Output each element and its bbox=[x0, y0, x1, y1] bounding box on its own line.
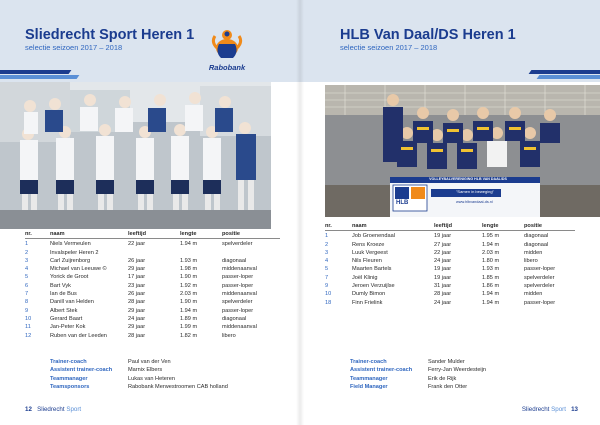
player-name: Rens Kroeze bbox=[352, 241, 385, 248]
staff-name: Marnix Elbers bbox=[128, 367, 163, 374]
player-age: 19 jaar bbox=[434, 274, 452, 281]
table-row bbox=[25, 290, 280, 298]
page-number: 12 bbox=[25, 406, 32, 413]
table-row bbox=[25, 240, 280, 248]
col-length: lengte bbox=[180, 231, 197, 237]
staff-row bbox=[350, 358, 486, 366]
player-number: 7 bbox=[325, 274, 329, 281]
player-name: Joël Klinig bbox=[352, 274, 378, 281]
player-age: 24 jaar bbox=[128, 315, 146, 322]
page-title: Sliedrecht Sport Heren 1 bbox=[25, 27, 195, 43]
rabobank-logo bbox=[205, 22, 249, 74]
table-row bbox=[325, 282, 575, 290]
player-number: 1 bbox=[325, 233, 329, 240]
player-length: 1.93 m bbox=[180, 257, 198, 264]
player-name: Job Groenendaal bbox=[352, 233, 395, 240]
player-length: 1.95 m bbox=[482, 233, 500, 240]
player-position: passer-loper bbox=[222, 307, 254, 314]
team-photo bbox=[325, 85, 600, 217]
player-position: diagonaal bbox=[222, 257, 247, 264]
staff-name: Frank den Otter bbox=[428, 383, 468, 390]
player-age: 24 jaar bbox=[434, 258, 452, 265]
player-number: 5 bbox=[25, 274, 29, 281]
player-name: Luuk Vergeest bbox=[352, 249, 388, 256]
player-length: 1.94 m bbox=[482, 241, 500, 248]
player-number: 5 bbox=[325, 266, 329, 273]
player-length: 1.94 m bbox=[180, 241, 198, 248]
player-length: 1.86 m bbox=[482, 283, 500, 290]
player-age: 27 jaar bbox=[434, 241, 452, 248]
player-name: Maarten Bartels bbox=[352, 266, 392, 273]
player-age: 17 jaar bbox=[128, 274, 146, 281]
player-position: spelverdeler bbox=[524, 274, 555, 281]
decorative-stripe bbox=[530, 70, 600, 80]
player-length: 1.80 m bbox=[482, 258, 500, 265]
staff-role: Assistent trainer-coach bbox=[350, 367, 413, 374]
player-length: 2.03 m bbox=[482, 249, 500, 256]
player-age: 26 jaar bbox=[128, 291, 146, 298]
player-age: 22 jaar bbox=[128, 241, 146, 248]
rabobank-emblem-icon bbox=[205, 22, 249, 62]
player-position: diagonaal bbox=[524, 233, 549, 240]
roster-table bbox=[25, 230, 280, 340]
team-photo bbox=[0, 82, 271, 229]
banner-url: www.hlbvandaal-ds.nl bbox=[456, 200, 493, 204]
player-length: 1.93 m bbox=[482, 266, 500, 273]
player-name: Invalspeler Heren 2 bbox=[50, 249, 99, 256]
player-length: 1.94 m bbox=[482, 291, 500, 298]
footer-brand: Sliedrecht bbox=[37, 406, 65, 413]
player-number: 8 bbox=[25, 299, 29, 306]
staff-role: Teammanager bbox=[350, 375, 388, 382]
table-row bbox=[325, 257, 575, 265]
player-name: Nils Fleuren bbox=[352, 258, 382, 265]
player-number: 12 bbox=[25, 332, 32, 339]
table-row bbox=[325, 232, 575, 240]
player-length: 1.92 m bbox=[180, 282, 198, 289]
player-age bbox=[128, 249, 180, 257]
staff-role: Field Manager bbox=[350, 383, 388, 390]
player-age: 23 jaar bbox=[128, 282, 146, 289]
table-header bbox=[25, 230, 280, 239]
table-row bbox=[325, 241, 575, 249]
player-position: passer-loper bbox=[524, 266, 556, 273]
decorative-stripe bbox=[0, 70, 70, 80]
col-age: leeftijd bbox=[434, 223, 453, 229]
staff-name: Erik de Rijk bbox=[428, 375, 457, 382]
table-row bbox=[25, 298, 280, 306]
player-age: 19 jaar bbox=[434, 233, 452, 240]
player-number: 2 bbox=[325, 241, 329, 248]
banner-club-name: VOLLEYBALVERENIGING HLB VAN DAAL/DS bbox=[429, 177, 507, 181]
player-length bbox=[180, 249, 222, 257]
staff-row bbox=[350, 366, 486, 374]
table-row bbox=[325, 249, 575, 257]
table-row bbox=[325, 290, 575, 298]
player-length: 2.03 m bbox=[180, 291, 198, 298]
player-name: Finn Frielink bbox=[352, 299, 383, 306]
staff-row bbox=[50, 366, 228, 374]
player-length: 1.90 m bbox=[180, 299, 198, 306]
table-header bbox=[325, 222, 575, 231]
staff-list bbox=[50, 358, 228, 391]
player-number: 4 bbox=[325, 258, 329, 265]
right-page bbox=[300, 0, 600, 425]
page-number: 13 bbox=[571, 406, 578, 413]
player-number: 18 bbox=[325, 299, 332, 306]
table-row bbox=[25, 257, 280, 265]
page-subtitle: selectie seizoen 2017 – 2018 bbox=[25, 43, 123, 52]
player-name: Albert Stek bbox=[50, 307, 78, 314]
player-position: spelverdeler bbox=[222, 241, 253, 248]
page-title: HLB Van Daal/DS Heren 1 bbox=[340, 27, 516, 43]
player-position: diagonaal bbox=[222, 315, 247, 322]
staff-list bbox=[350, 358, 486, 391]
page-footer bbox=[522, 406, 578, 413]
player-length: 1.82 m bbox=[180, 332, 198, 339]
player-number: 3 bbox=[325, 249, 329, 256]
table-row bbox=[325, 274, 575, 282]
player-length: 1.90 m bbox=[180, 274, 198, 281]
player-name: Ian de Bus bbox=[50, 291, 77, 298]
player-age: 19 jaar bbox=[434, 266, 452, 273]
player-length: 1.89 m bbox=[180, 315, 198, 322]
table-row bbox=[25, 323, 280, 331]
page-gutter bbox=[296, 0, 304, 425]
table-row bbox=[25, 282, 280, 290]
player-position: libero bbox=[524, 258, 538, 265]
staff-row bbox=[350, 383, 486, 391]
player-name: Jeroen Verzuijlse bbox=[352, 283, 395, 290]
player-position: middenaanval bbox=[222, 291, 257, 298]
staff-name: Paul van der Ven bbox=[128, 359, 171, 365]
player-length: 1.98 m bbox=[180, 266, 198, 273]
player-age: 22 jaar bbox=[434, 249, 452, 256]
col-age: leeftijd bbox=[128, 231, 147, 237]
player-age: 24 jaar bbox=[434, 299, 452, 306]
player-number: 11 bbox=[25, 324, 31, 331]
staff-role: Teamsponsors bbox=[50, 383, 90, 390]
staff-role: Trainer-coach bbox=[50, 359, 87, 365]
staff-name: Sander Mulder bbox=[428, 359, 465, 365]
player-position: diagonaal bbox=[524, 241, 549, 248]
staff-name: Rabobank Merwestroomen CAB holland bbox=[128, 383, 228, 390]
col-name: naam bbox=[50, 231, 65, 237]
player-age: 26 jaar bbox=[128, 257, 146, 264]
player-position: libero bbox=[222, 332, 236, 339]
player-age: 28 jaar bbox=[434, 291, 452, 298]
footer-brand-sport: Sport bbox=[551, 406, 566, 413]
col-length: lengte bbox=[482, 223, 499, 229]
table-row bbox=[25, 273, 280, 281]
player-position: passer-loper bbox=[524, 299, 556, 306]
roster-table bbox=[325, 222, 575, 307]
player-age: 29 jaar bbox=[128, 324, 146, 331]
player-number: 10 bbox=[25, 315, 32, 322]
table-row bbox=[25, 265, 280, 273]
player-name: Yorick de Groot bbox=[50, 274, 89, 281]
player-number: 2 bbox=[25, 249, 29, 256]
player-position: middenaanval bbox=[222, 324, 257, 331]
player-position bbox=[222, 249, 280, 257]
table-row bbox=[325, 299, 575, 307]
player-number: 10 bbox=[325, 291, 332, 298]
col-nr: nr. bbox=[25, 231, 32, 237]
footer-brand: Sliedrecht bbox=[521, 406, 550, 413]
page-footer bbox=[25, 406, 81, 413]
player-length: 1.85 m bbox=[482, 274, 500, 281]
staff-role: Assistent trainer-coach bbox=[50, 367, 113, 374]
player-position: passer-loper bbox=[222, 274, 254, 281]
col-position: positie bbox=[524, 223, 543, 229]
player-name: Ruben van der Leeden bbox=[50, 332, 107, 339]
staff-name: Ferry-Jan Weerdesteijn bbox=[428, 367, 487, 374]
player-age: 28 jaar bbox=[128, 299, 146, 306]
player-name: Jan-Peter Kok bbox=[50, 324, 86, 331]
player-number: 7 bbox=[25, 291, 29, 298]
player-number: 1 bbox=[25, 241, 29, 248]
staff-row bbox=[50, 383, 228, 391]
player-number: 9 bbox=[325, 283, 329, 290]
table-row bbox=[25, 249, 280, 257]
player-age: 31 jaar bbox=[434, 283, 452, 290]
sponsor-logo-text: Rabobank bbox=[208, 63, 246, 72]
player-position: passer-loper bbox=[222, 282, 254, 289]
player-name: Dumly Bimon bbox=[352, 291, 386, 298]
player-age: 29 jaar bbox=[128, 307, 146, 314]
player-number: 6 bbox=[25, 282, 29, 289]
player-age: 29 jaar bbox=[128, 266, 146, 273]
player-number: 4 bbox=[25, 266, 29, 273]
player-name: Carl Zuijrenborg bbox=[50, 257, 91, 264]
player-name: Niels Vermeulen bbox=[50, 241, 91, 248]
table-row bbox=[25, 307, 280, 315]
staff-role: Trainer-coach bbox=[350, 359, 387, 365]
player-position: middenaanval bbox=[222, 266, 257, 273]
table-row bbox=[325, 265, 575, 273]
banner-slogan: "Samen in beweging" bbox=[456, 189, 494, 194]
player-name: Gerard Baart bbox=[50, 315, 83, 322]
player-name: Michael van Leeuwe © bbox=[50, 266, 107, 273]
col-nr: nr. bbox=[325, 223, 332, 229]
staff-row bbox=[350, 375, 486, 383]
player-position: spelverdeler bbox=[222, 299, 253, 306]
col-position: positie bbox=[222, 231, 241, 237]
page-subtitle: selectie seizoen 2017 – 2018 bbox=[340, 43, 438, 52]
player-length: 1.94 m bbox=[482, 299, 500, 306]
player-length: 1.99 m bbox=[180, 324, 198, 331]
table-row bbox=[25, 315, 280, 323]
player-position: midden bbox=[524, 291, 543, 298]
staff-name: Lukas van Heteren bbox=[128, 375, 175, 382]
player-name: Danill van Helden bbox=[50, 299, 94, 306]
player-number: 9 bbox=[25, 307, 29, 314]
banner-logo-text: HLB bbox=[396, 200, 409, 206]
staff-row bbox=[50, 375, 228, 383]
player-length: 1.94 m bbox=[180, 307, 198, 314]
player-position: spelverdeler bbox=[524, 283, 555, 290]
player-age: 28 jaar bbox=[128, 332, 146, 339]
table-row bbox=[25, 332, 280, 340]
player-position: midden bbox=[524, 249, 543, 256]
col-name: naam bbox=[352, 223, 367, 229]
player-number: 3 bbox=[25, 257, 29, 264]
staff-row bbox=[50, 358, 228, 366]
player-name: Bart Vyk bbox=[50, 282, 71, 289]
staff-role: Teammanager bbox=[50, 375, 88, 382]
footer-brand-sport: Sport bbox=[66, 406, 82, 413]
